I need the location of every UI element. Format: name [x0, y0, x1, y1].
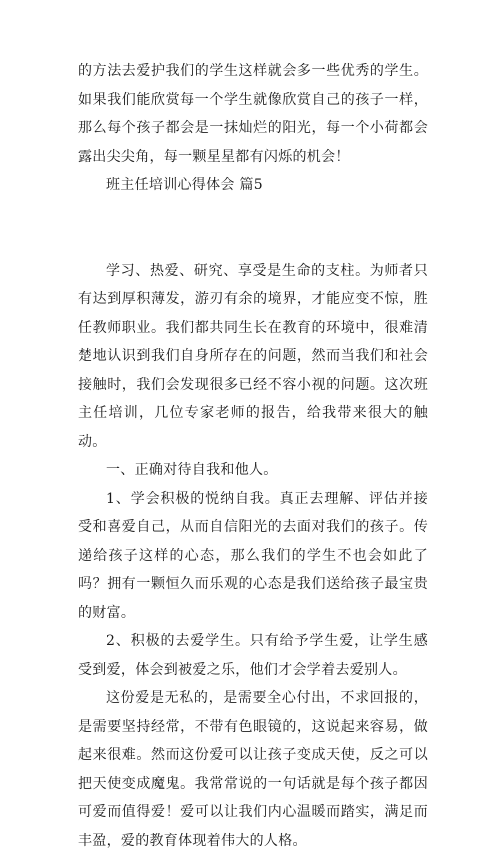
section-spacer	[78, 200, 428, 257]
paragraph-4: 这份爱是无私的，是需要全心付出，不求回报的，是需要坚持经常，不带有色眼镜的，这说起来容易，做起来很难。然而这份爱可以让孩子变成天使，反之可以把天使变成魔鬼。我常常说的一句话就是每个孩子都因可爱而值得爱！爱可以让我们内心温暖而踏实，满足而丰盈，爱的教育体现着伟大的人格。	[78, 690, 428, 849]
document-body	[78, 57, 428, 855]
section-title: 班主任培训心得体会 篇5	[106, 177, 263, 193]
paragraph-1: 学习、热爱、研究、享受是生命的支柱。为师者只有达到厚积薄发，游刃有余的境界，才能应变不惊，胜任教师职业。我们都共同生长在教育的环境中，很难清楚地认识到我们自身所存在的问题，然而当我们和社会接触时，我们会发现很多已经不容小视的问题。这次班主任培训，几位专家老师的报告，给我带来很大的触动。	[78, 262, 428, 450]
intro-paragraph: 的方法去爱护我们的学生这样就会多一些优秀的学生。如果我们能欣赏每一个学生就像欣赏自己的孩子一样，那么每个孩子都会是一抹灿烂的阳光，每一个小荷都会露出尖尖角，每一颗星星都有闪烁的机会！	[78, 63, 428, 165]
subheading-1: 一、正确对待自我和他人。	[106, 462, 278, 478]
paragraph-3: 2、积极的去爱学生。只有给予学生爱，让学生感受到爱，体会到被爱之乐，他们才会学着去爱别人。	[78, 633, 428, 678]
paragraph-2: 1、学会积极的悦纳自我。真正去理解、评估并接受和喜爱自己，从而自信阳光的去面对我们的孩子。传递给孩子这样的心态，那么我们的学生不也会如此了吗？拥有一颗恒久而乐观的心态是我们送给孩子最宝贵的财富。	[78, 490, 428, 621]
